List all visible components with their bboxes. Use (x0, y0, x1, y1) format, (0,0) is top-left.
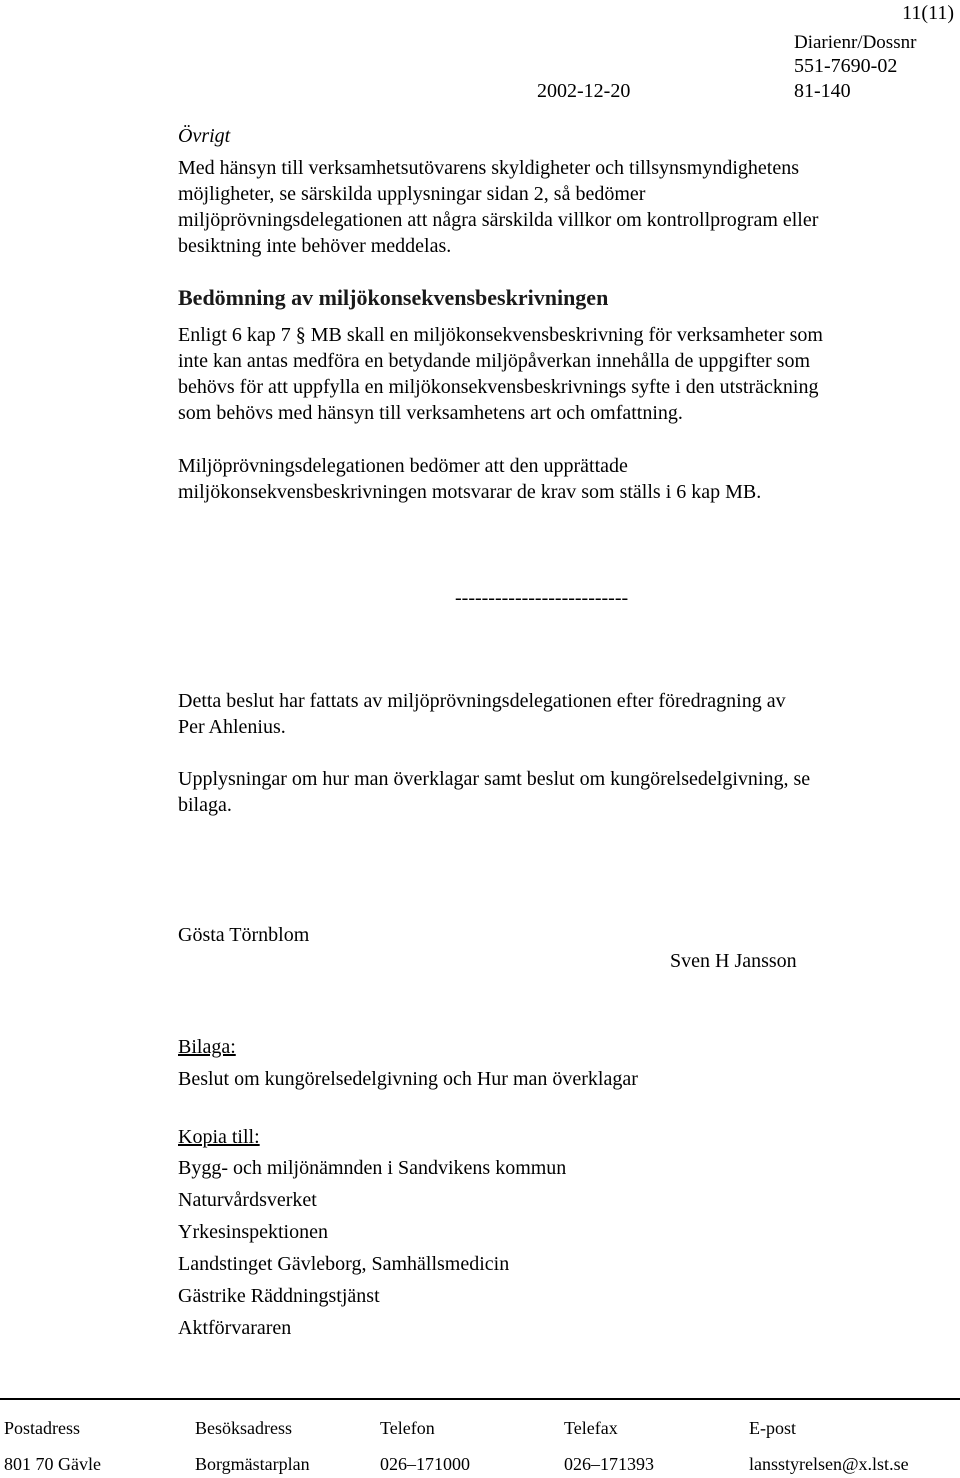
text-line: som behövs med hänsyn till verksamhetens art och omfattning. (178, 402, 683, 424)
footer-label-epost: E-post (749, 1418, 796, 1438)
text-line: Miljöprövningsdelegationen bedömer att den upprättade (178, 455, 628, 477)
list-item: Yrkesinspektionen (178, 1221, 328, 1243)
text-line: Per Ahlenius. (178, 716, 286, 738)
footer-label-telefon: Telefon (380, 1418, 435, 1438)
text-line: miljökonsekvensbeskrivningen motsvarar de krav som ställs i 6 kap MB. (178, 481, 762, 503)
text-line: Enligt 6 kap 7 § MB skall en miljökonsekvensbeskrivning för verksamheter som (178, 324, 823, 346)
section-heading: Bedömning av miljökonsekvensbeskrivningen (178, 285, 609, 310)
ovrigt-paragraph (178, 155, 908, 259)
page-number: 11(11) (902, 2, 954, 24)
footer-telefon: 026–171000 (380, 1454, 470, 1474)
diarienr-value: 551-7690-02 (794, 55, 898, 77)
list-item: Landstinget Gävleborg, Samhällsmedicin (178, 1253, 510, 1275)
list-item: Aktförvararen (178, 1317, 292, 1339)
dossnr-value: 81-140 (794, 80, 851, 102)
list-item: Bygg- och miljönämnden i Sandvikens kommun (178, 1157, 567, 1179)
text-line: besiktning inte behöver meddelas. (178, 235, 452, 257)
bilaga-label: Bilaga: (178, 1036, 236, 1058)
text-line: Upplysningar om hur man överklagar samt beslut om kungörelsedelgivning, se (178, 768, 811, 790)
footer-epost: lansstyrelsen@x.lst.se (749, 1454, 909, 1474)
list-item: Naturvårdsverket (178, 1189, 317, 1211)
beslut-paragraph-2 (178, 766, 908, 818)
beslut-paragraph-1 (178, 688, 908, 740)
bedomning-paragraph-2 (178, 453, 908, 505)
kopia-list (178, 1152, 566, 1344)
diarienr-label: Diarienr/Dossnr (794, 32, 917, 53)
text-line: inte kan antas medföra en betydande miljöpåverkan innehålla de uppgifter som (178, 350, 811, 372)
text-line: Med hänsyn till verksamhetsutövarens skyldigheter och tillsynsmyndighetens (178, 157, 800, 179)
footer-label-besoksadress: Besöksadress (195, 1418, 292, 1438)
signature-right: Sven H Jansson (670, 950, 797, 972)
footer-besoksadress: Borgmästarplan (195, 1454, 310, 1474)
text-line: möjligheter, se särskilda upplysningar sidan 2, så bedömer (178, 183, 646, 205)
footer-label-telefax: Telefax (564, 1418, 618, 1438)
footer-label-postadress: Postadress (4, 1418, 80, 1438)
document-date: 2002-12-20 (537, 80, 631, 102)
list-item: Gästrike Räddningstjänst (178, 1285, 380, 1307)
text-line: bilaga. (178, 794, 232, 816)
bilaga-text: Beslut om kungörelsedelgivning och Hur man överklagar (178, 1068, 638, 1090)
kopia-label: Kopia till: (178, 1126, 260, 1148)
footer-postadress: 801 70 Gävle (4, 1454, 101, 1474)
ovrigt-heading: Övrigt (178, 125, 231, 147)
text-line: behövs för att uppfylla en miljökonsekvensbeskrivnings syfte i den utsträckning (178, 376, 819, 398)
bedomning-paragraph-1 (178, 322, 908, 426)
signature-left: Gösta Törnblom (178, 924, 310, 946)
footer-divider (0, 1398, 960, 1400)
separator-dashes: -------------------------- (455, 587, 629, 609)
text-line: miljöprövningsdelegationen att några särskilda villkor om kontrollprogram eller (178, 209, 819, 231)
footer-telefax: 026–171393 (564, 1454, 654, 1474)
text-line: Detta beslut har fattats av miljöprövningsdelegationen efter föredragning av (178, 690, 786, 712)
